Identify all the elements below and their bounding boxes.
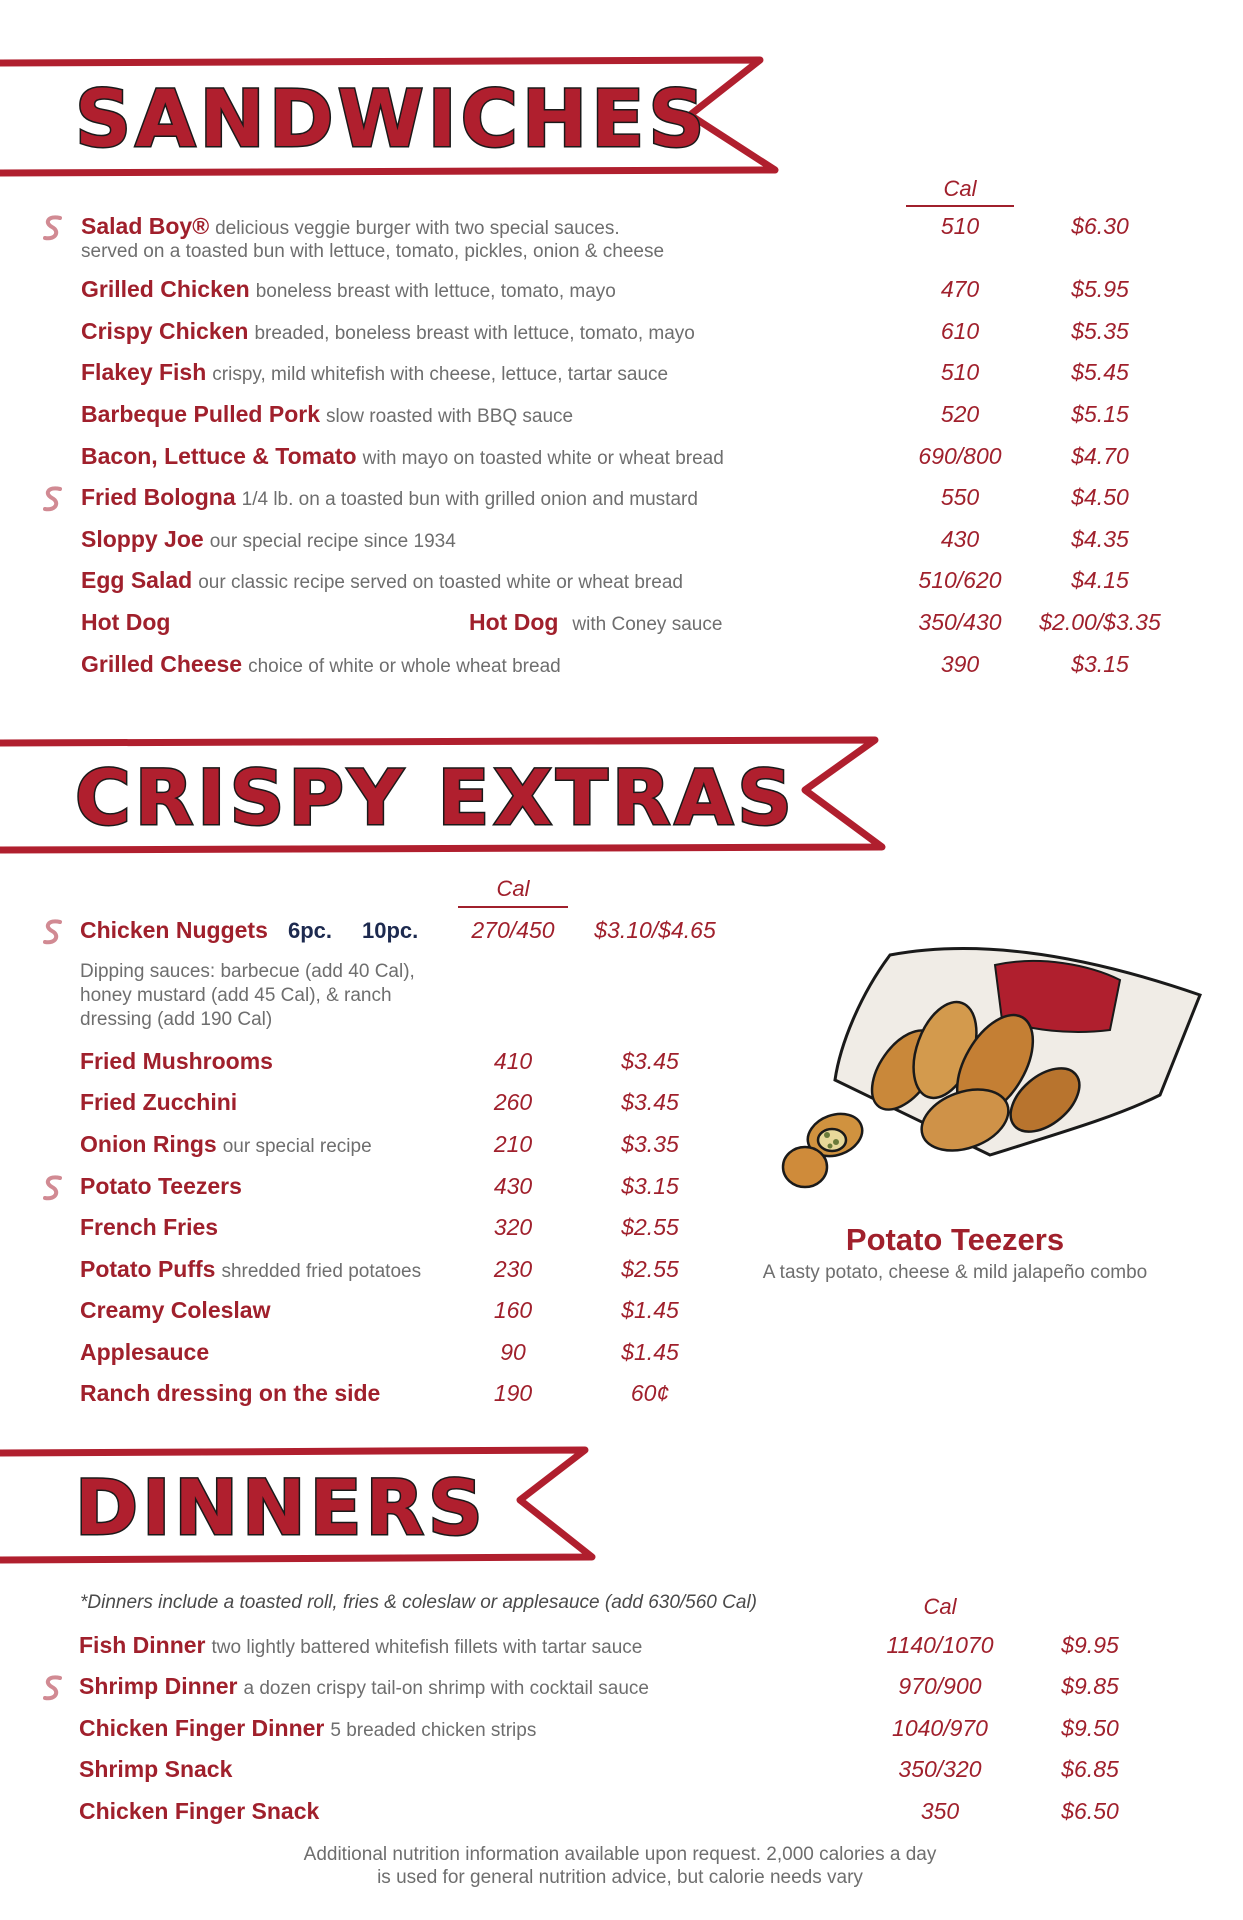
item-calories: 260: [493, 1089, 533, 1115]
menu-item-row: [0, 276, 1243, 312]
dipping-sauces-note: [80, 960, 500, 1032]
item-calories: 470: [940, 276, 980, 302]
item-name: [79, 1632, 642, 1659]
nutrition-footer: [200, 1843, 1040, 1889]
menu-item-row: [0, 213, 1243, 262]
item-name: Hot Dog: [81, 609, 171, 635]
menu-item-row: [0, 1798, 1243, 1834]
item-price: $2.00/$3.35: [1039, 609, 1161, 635]
item-name-text: French Fries: [80, 1214, 219, 1240]
item-price: $6.85: [1061, 1756, 1119, 1782]
note-line: dressing (add 190 Cal): [80, 1009, 273, 1030]
item-price: $3.15: [621, 1173, 679, 1199]
item-price: $3.45: [621, 1089, 679, 1115]
item-description: two lightly battered whitefish fillets with tartar sauce: [211, 1637, 643, 1658]
item-name-text: Potato Teezers: [80, 1173, 242, 1199]
item-calories: 210: [493, 1131, 533, 1157]
item-description: 1/4 lb. on a toasted bun with grilled onion and mustard: [241, 489, 698, 510]
item-name: [80, 1048, 273, 1075]
item-price: $3.45: [621, 1048, 679, 1074]
item-calories: 350/320: [898, 1756, 982, 1782]
item-name: [81, 651, 561, 678]
item-name-text: Fried Zucchini: [80, 1089, 238, 1115]
item-calories: 550: [940, 484, 980, 510]
item-name-text: Applesauce: [80, 1339, 210, 1365]
menu-item-row: [0, 1297, 1243, 1333]
menu-item-row: [0, 1339, 1243, 1375]
item-price: $9.50: [1061, 1715, 1119, 1741]
item-name-text: Grilled Cheese: [81, 651, 243, 677]
footer-line: is used for general nutrition advice, but calorie needs vary: [377, 1867, 863, 1888]
item-name: [80, 1089, 237, 1116]
item-name-text: Shrimp Dinner: [79, 1673, 238, 1699]
special-s-icon: [40, 1673, 66, 1705]
extras-banner: [0, 735, 890, 860]
menu-item-row: [0, 1380, 1243, 1416]
item-name: [81, 359, 668, 386]
item-calories: 510: [940, 359, 980, 385]
item-price: $5.15: [1071, 401, 1129, 427]
footer-line: Additional nutrition information available upon request. 2,000 calories a day: [303, 1844, 937, 1865]
item-name-variant: [469, 609, 722, 636]
item-price: $9.85: [1061, 1673, 1119, 1699]
item-calories: 390: [940, 651, 980, 677]
note-line: honey mustard (add 45 Cal), & ranch: [80, 985, 392, 1006]
cal-header: Cal: [943, 176, 977, 201]
item-price: $4.15: [1071, 567, 1129, 593]
item-calories: 230: [493, 1256, 533, 1282]
item-price: $5.45: [1071, 359, 1129, 385]
item-description: with mayo on toasted white or wheat bread: [362, 448, 724, 469]
cal-header: Cal: [923, 1594, 957, 1619]
item-name: [81, 276, 616, 303]
sandwiches-banner: [0, 55, 780, 185]
item-name: [79, 1715, 536, 1742]
item-description: our classic recipe served on toasted white or wheat bread: [198, 572, 683, 593]
item-price: $4.50: [1071, 484, 1129, 510]
menu-item-row: [0, 359, 1243, 395]
item-calories: 430: [940, 526, 980, 552]
item-calories: 610: [940, 318, 980, 344]
special-s-icon: [40, 484, 66, 516]
item-price: $1.45: [621, 1297, 679, 1323]
item-name: [81, 567, 683, 594]
item-calories: 520: [940, 401, 980, 427]
item-name-text: Flakey Fish: [81, 359, 207, 385]
item-price: $3.10/$4.65: [594, 917, 716, 943]
item-name-text: Crispy Chicken: [81, 318, 249, 344]
item-price: $2.55: [621, 1256, 679, 1282]
item-description: with Coney sauce: [572, 614, 723, 635]
item-name-text: Barbeque Pulled Pork: [81, 401, 321, 427]
item-price: $4.35: [1071, 526, 1129, 552]
potato-teezers-illustration: [740, 935, 1210, 1205]
item-name-text: Fish Dinner: [79, 1632, 206, 1658]
item-description: boneless breast with lettuce, tomato, mayo: [255, 281, 616, 302]
item-calories: 430: [493, 1173, 533, 1199]
item-name: [80, 1297, 270, 1324]
item-name: [81, 318, 695, 345]
item-name-text: Shrimp Snack: [79, 1756, 233, 1782]
item-name: [81, 526, 456, 553]
item-price: $3.15: [1071, 651, 1129, 677]
item-price: $6.50: [1061, 1798, 1119, 1824]
item-calories: 270/450: [471, 917, 555, 943]
item-name: [79, 1673, 649, 1700]
item-name: [80, 1173, 242, 1200]
menu-item-row: [0, 443, 1243, 479]
item-name: [81, 484, 698, 511]
item-description: breaded, boneless breast with lettuce, tomato, mayo: [254, 323, 695, 344]
item-calories: 510: [940, 213, 980, 239]
item-price: $5.35: [1071, 318, 1129, 344]
section-title-sandwiches: SANDWICHES: [75, 75, 709, 165]
item-name: [79, 1756, 232, 1783]
item-calories: 320: [493, 1214, 533, 1240]
item-name: Chicken Nuggets: [80, 917, 268, 943]
item-price: $2.55: [621, 1214, 679, 1240]
menu-item-row: [0, 1673, 1243, 1709]
item-price: 60¢: [630, 1380, 670, 1406]
item-calories: 1040/970: [892, 1715, 988, 1741]
item-name-text: Fried Mushrooms: [80, 1048, 273, 1074]
nugget-size-large: 10pc.: [362, 918, 419, 943]
section-title-dinners: DINNERS: [75, 1463, 487, 1552]
item-name: [81, 443, 724, 470]
item-calories: 190: [493, 1380, 533, 1406]
item-name: [80, 1256, 421, 1283]
note-line: Dipping sauces: barbecue (add 40 Cal),: [80, 961, 415, 982]
cal-header-underline: [458, 906, 568, 908]
cal-header: Cal: [496, 876, 530, 901]
item-name-text: Sloppy Joe: [81, 526, 204, 552]
item-name-text: Grilled Chicken: [81, 276, 250, 302]
item-calories: 410: [493, 1048, 533, 1074]
nugget-size-small: 6pc.: [288, 918, 333, 943]
special-s-icon: [40, 1173, 66, 1205]
item-name: [80, 1339, 209, 1366]
item-calories: 970/900: [898, 1673, 982, 1699]
item-name: [80, 1380, 380, 1407]
item-description: 5 breaded chicken strips: [330, 1720, 537, 1741]
item-price: $1.45: [621, 1339, 679, 1365]
cal-header-underline: [906, 205, 1014, 207]
item-name-text: Fried Bologna: [81, 484, 236, 510]
item-name-text: Salad Boy®: [81, 213, 210, 239]
item-name: [81, 401, 573, 428]
menu-item-row: [0, 1756, 1243, 1792]
section-title-extras: CRISPY EXTRAS: [75, 753, 796, 842]
feature-caption: A tasty potato, cheese & mild jalapeño combo: [762, 1262, 1148, 1283]
item-name-text: Potato Puffs: [80, 1256, 216, 1282]
item-price: $4.70: [1071, 443, 1129, 469]
menu-item-row: [0, 567, 1243, 603]
item-name-text: Chicken Finger Snack: [79, 1798, 320, 1824]
feature-title: Potato Teezers: [845, 1222, 1065, 1257]
item-description: crispy, mild whitefish with cheese, lettuce, tartar sauce: [212, 364, 669, 385]
menu-item-row: [0, 526, 1243, 562]
menu-item-row: [0, 1632, 1243, 1668]
item-name-text: Onion Rings: [80, 1131, 217, 1157]
item-name-text: Egg Salad: [81, 567, 193, 593]
item-calories: 510/620: [918, 567, 1002, 593]
special-s-icon: [40, 917, 66, 949]
item-calories: 690/800: [918, 443, 1002, 469]
menu-item-row: [0, 1715, 1243, 1751]
item-name: [80, 1214, 218, 1241]
item-name-text: Bacon, Lettuce & Tomato: [81, 443, 357, 469]
item-name: [80, 1131, 372, 1158]
item-calories: 350: [920, 1798, 960, 1824]
item-description: delicious veggie burger with two special sauces.: [215, 218, 620, 239]
item-name-text: Creamy Coleslaw: [80, 1297, 271, 1323]
item-name: [79, 1798, 319, 1825]
item-price: $3.35: [621, 1131, 679, 1157]
item-price: $6.30: [1071, 213, 1129, 239]
variant-label: Hot Dog: [469, 609, 559, 635]
dinners-note: *Dinners include a toasted roll, fries & coleslaw or applesauce (add 630/560 Cal): [80, 1592, 757, 1613]
item-calories: 160: [493, 1297, 533, 1323]
item-description: slow roasted with BBQ sauce: [326, 406, 574, 427]
item-description: our special recipe: [222, 1136, 372, 1157]
item-name: [81, 213, 620, 240]
item-description-line2: served on a toasted bun with lettuce, tomato, pickles, onion & cheese: [81, 241, 665, 262]
item-calories: 1140/1070: [886, 1632, 994, 1658]
menu-item-row: [0, 651, 1243, 687]
item-description: choice of white or whole wheat bread: [248, 656, 561, 677]
special-s-icon: [40, 213, 66, 245]
item-price: $9.95: [1061, 1632, 1119, 1658]
item-calories: 350/430: [918, 609, 1002, 635]
item-calories: 90: [500, 1339, 526, 1365]
menu-item-row: [0, 401, 1243, 437]
item-name-text: Ranch dressing on the side: [80, 1380, 381, 1406]
menu-item-row: [0, 318, 1243, 354]
item-price: $5.95: [1071, 276, 1129, 302]
dinners-banner: [0, 1445, 600, 1570]
item-name-text: Chicken Finger Dinner: [79, 1715, 325, 1741]
menu-item-row: [0, 609, 1243, 645]
item-description: our special recipe since 1934: [209, 531, 456, 552]
item-description: shredded fried potatoes: [221, 1261, 422, 1282]
item-description: a dozen crispy tail-on shrimp with cocktail sauce: [243, 1678, 649, 1699]
menu-item-row: [0, 484, 1243, 520]
